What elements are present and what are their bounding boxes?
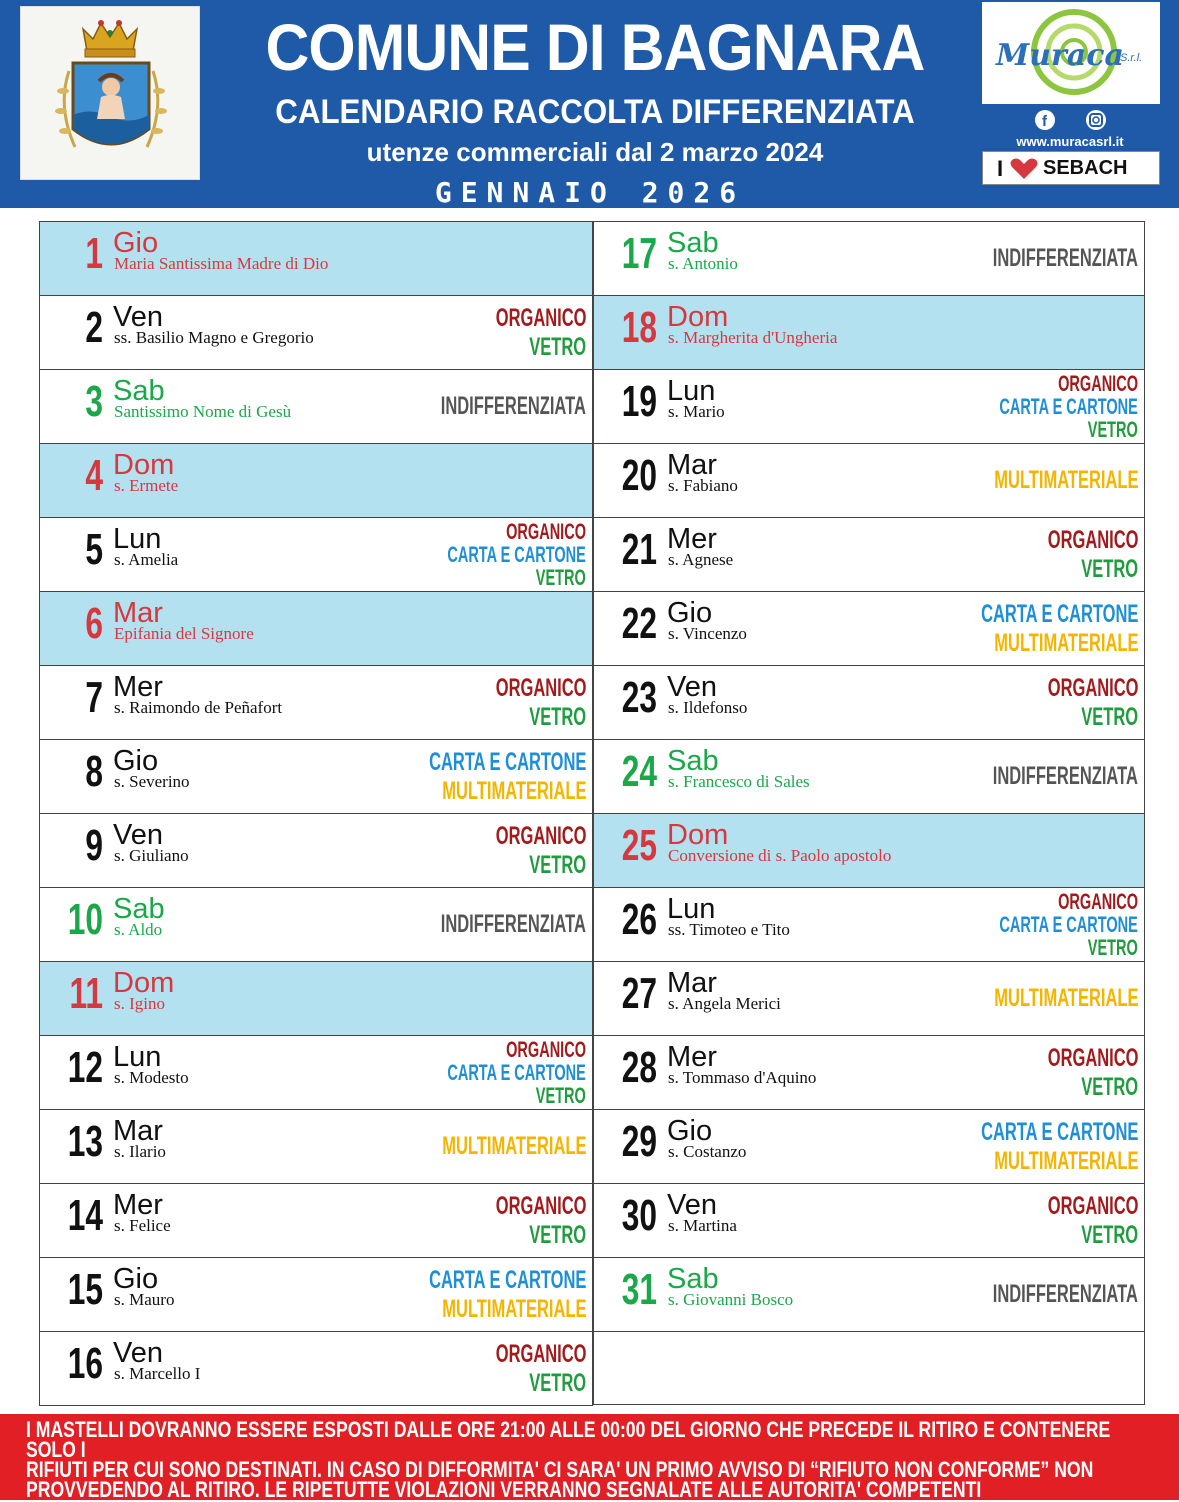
waste-type-label: VETRO bbox=[529, 1368, 586, 1397]
saint-name: s. Ilario bbox=[114, 1142, 166, 1161]
day-cell bbox=[593, 813, 1145, 888]
saint-name: s. Giovanni Bosco bbox=[668, 1290, 794, 1309]
saint-name: Epifania del Signore bbox=[114, 624, 254, 643]
day-name: Lun bbox=[113, 523, 162, 555]
day-number: 16 bbox=[67, 1339, 103, 1388]
waste-collection-list bbox=[918, 222, 1138, 295]
saint-name: s. Felice bbox=[114, 1216, 171, 1235]
waste-type-label: ORGANICO bbox=[1047, 1191, 1138, 1220]
day-number: 19 bbox=[621, 377, 657, 426]
municipal-crest bbox=[20, 6, 200, 180]
waste-type-label: VETRO bbox=[1081, 1072, 1138, 1101]
social-icons bbox=[1030, 108, 1120, 132]
day-number: 14 bbox=[67, 1191, 103, 1240]
day-number: 6 bbox=[85, 599, 103, 648]
day-cell bbox=[39, 1183, 593, 1258]
day-number: 4 bbox=[85, 451, 103, 500]
waste-type-label: ORGANICO bbox=[1047, 1043, 1138, 1072]
waste-type-label: VETRO bbox=[1087, 935, 1138, 960]
day-cell bbox=[39, 1109, 593, 1184]
waste-type-label: INDIFFERENZIATA bbox=[992, 762, 1138, 790]
day-number: 27 bbox=[621, 969, 657, 1018]
day-cell bbox=[593, 443, 1145, 518]
waste-collection-list bbox=[449, 1184, 587, 1257]
waste-type-label: ORGANICO bbox=[1058, 371, 1138, 396]
waste-collection-list bbox=[920, 962, 1138, 1035]
saint-name: s. Tommaso d'Aquino bbox=[668, 1068, 817, 1087]
waste-type-label: CARTA E CARTONE bbox=[447, 1060, 586, 1085]
saint-name: s. Igino bbox=[114, 994, 165, 1013]
saint-name: s. Raimondo de Peñafort bbox=[114, 698, 283, 717]
day-number: 5 bbox=[85, 525, 103, 574]
page-title: COMUNE DI BAGNARA bbox=[265, 10, 925, 84]
day-cell bbox=[39, 295, 593, 370]
day-cell bbox=[593, 1109, 1145, 1184]
day-name: Mer bbox=[667, 523, 717, 555]
waste-collection-list bbox=[928, 370, 1138, 443]
day-name: Dom bbox=[113, 449, 175, 481]
saint-name: s. Mauro bbox=[114, 1290, 175, 1309]
day-name: Sab bbox=[113, 375, 165, 407]
website-link[interactable]: www.muracasrl.it bbox=[1016, 134, 1124, 149]
waste-collection-list bbox=[928, 888, 1138, 961]
waste-collection-list bbox=[449, 1332, 587, 1405]
day-name: Dom bbox=[667, 301, 729, 333]
day-cell bbox=[593, 517, 1145, 592]
footer-line: RIFIUTI PER CUI SONO DESTINATI. IN CASO DI DIFFORMITA' CI SARA' UN PRIMO AVVISO DI “RIFIUTO NON CONFORME” NON bbox=[26, 1457, 1094, 1482]
day-cell bbox=[593, 961, 1145, 1036]
waste-collection-list bbox=[918, 1258, 1138, 1331]
saint-name: s. Modesto bbox=[114, 1068, 189, 1087]
day-number: 15 bbox=[67, 1265, 103, 1314]
day-number: 22 bbox=[621, 599, 657, 648]
month-label: GENNAIO 2026 bbox=[434, 176, 746, 209]
waste-collection-list bbox=[449, 296, 587, 369]
day-name: Dom bbox=[113, 967, 175, 999]
day-cell bbox=[39, 1257, 593, 1332]
day-number: 2 bbox=[85, 303, 103, 352]
day-number: 28 bbox=[621, 1043, 657, 1092]
waste-collection-list bbox=[376, 518, 586, 591]
footer-line: I MASTELLI DOVRANNO ESSERE ESPOSTI DALLE ORE 21:00 ALLE 00:00 DEL GIORNO CHE PRECEDE IL RITIRO E CONTENERE SOLO I bbox=[26, 1417, 1111, 1462]
day-cell bbox=[39, 665, 593, 740]
waste-type-label: CARTA E CARTONE bbox=[428, 1265, 586, 1294]
day-name: Mar bbox=[667, 967, 717, 999]
day-name: Ven bbox=[113, 819, 163, 851]
saint-name: s. Francesco di Sales bbox=[668, 772, 810, 791]
footer-text bbox=[26, 1417, 1146, 1502]
saint-name: s. Mario bbox=[668, 402, 725, 421]
crest-icon bbox=[21, 7, 199, 179]
saint-name: s. Ildefonso bbox=[668, 698, 748, 717]
day-number: 7 bbox=[85, 673, 103, 722]
waste-collection-list bbox=[376, 1036, 586, 1109]
day-cell bbox=[39, 739, 593, 814]
day-number: 21 bbox=[621, 525, 657, 574]
day-name: Mer bbox=[667, 1041, 717, 1073]
waste-type-label: VETRO bbox=[535, 565, 586, 590]
day-number: 13 bbox=[67, 1117, 103, 1166]
day-cell bbox=[593, 1183, 1145, 1258]
day-number: 10 bbox=[67, 895, 103, 944]
waste-collection-list bbox=[918, 740, 1138, 813]
day-name: Mar bbox=[113, 597, 163, 629]
day-name: Sab bbox=[667, 745, 719, 777]
saint-name: s. Margherita d'Ungheria bbox=[668, 328, 838, 347]
waste-type-label: MULTIMATERIALE bbox=[441, 1294, 586, 1323]
day-name: Ven bbox=[113, 1337, 163, 1369]
day-number: 23 bbox=[621, 673, 657, 722]
day-name: Lun bbox=[667, 375, 716, 407]
saint-name: Maria Santissima Madre di Dio bbox=[114, 254, 329, 273]
day-cell bbox=[39, 369, 593, 444]
sebach-logo bbox=[982, 151, 1160, 185]
saint-name: ss. Basilio Magno e Gregorio bbox=[114, 328, 314, 347]
waste-collection-list bbox=[1001, 518, 1139, 591]
waste-type-label: CARTA E CARTONE bbox=[447, 542, 586, 567]
day-name: Ven bbox=[667, 671, 717, 703]
logo-suffix: S.r.l. bbox=[1120, 52, 1143, 64]
saint-name: s. Martina bbox=[668, 1216, 737, 1235]
day-cell bbox=[39, 591, 593, 666]
day-cell bbox=[593, 887, 1145, 962]
waste-type-label: VETRO bbox=[529, 702, 586, 731]
day-name: Dom bbox=[667, 819, 729, 851]
day-cell bbox=[593, 221, 1145, 296]
day-name: Gio bbox=[113, 227, 159, 259]
day-cell bbox=[39, 961, 593, 1036]
waste-type-label: INDIFFERENZIATA bbox=[992, 244, 1138, 272]
day-number: 18 bbox=[621, 303, 657, 352]
waste-type-label: VETRO bbox=[1081, 1220, 1138, 1249]
waste-collection-list bbox=[900, 1110, 1138, 1183]
saint-name: s. Giuliano bbox=[114, 846, 189, 865]
sebach-text: SEBACH bbox=[1043, 157, 1128, 179]
heart-icon bbox=[1009, 158, 1039, 180]
day-number: 1 bbox=[85, 229, 103, 278]
day-number: 29 bbox=[621, 1117, 657, 1166]
waste-collection-list bbox=[1001, 1036, 1139, 1109]
day-number: 9 bbox=[85, 821, 103, 870]
day-name: Gio bbox=[667, 1115, 713, 1147]
waste-type-label: ORGANICO bbox=[506, 1037, 586, 1062]
day-number: 3 bbox=[85, 377, 103, 426]
waste-type-label: MULTIMATERIALE bbox=[993, 628, 1138, 657]
waste-type-label: ORGANICO bbox=[495, 1339, 586, 1368]
day-cell bbox=[39, 221, 593, 296]
muraca-logo bbox=[982, 2, 1160, 104]
day-cell bbox=[39, 887, 593, 962]
day-name: Mar bbox=[113, 1115, 163, 1147]
waste-type-label: INDIFFERENZIATA bbox=[440, 392, 586, 420]
waste-collection-list bbox=[900, 592, 1138, 665]
waste-type-label: VETRO bbox=[529, 332, 586, 361]
day-name: Gio bbox=[113, 1263, 159, 1295]
day-name: Lun bbox=[113, 1041, 162, 1073]
waste-type-label: MULTIMATERIALE bbox=[993, 466, 1138, 494]
waste-type-label: ORGANICO bbox=[1047, 525, 1138, 554]
day-number: 12 bbox=[67, 1043, 103, 1092]
day-cell bbox=[593, 369, 1145, 444]
day-number: 20 bbox=[621, 451, 657, 500]
sebach-i: I bbox=[997, 156, 1004, 181]
waste-collection-list bbox=[920, 444, 1138, 517]
day-name: Gio bbox=[667, 597, 713, 629]
svg-text:f: f bbox=[1042, 113, 1047, 130]
page-subtitle: CALENDARIO RACCOLTA DIFFERENZIATA bbox=[275, 93, 915, 131]
waste-type-label: ORGANICO bbox=[495, 821, 586, 850]
day-cell bbox=[593, 665, 1145, 740]
waste-type-label: CARTA E CARTONE bbox=[999, 394, 1138, 419]
day-name: Sab bbox=[667, 227, 719, 259]
day-cell bbox=[593, 1035, 1145, 1110]
waste-type-label: VETRO bbox=[1081, 702, 1138, 731]
day-number: 17 bbox=[621, 229, 657, 278]
waste-type-label: MULTIMATERIALE bbox=[993, 984, 1138, 1012]
waste-collection-list bbox=[449, 666, 587, 739]
empty-cell bbox=[593, 1331, 1145, 1405]
day-cell bbox=[593, 295, 1145, 370]
day-cell bbox=[593, 591, 1145, 666]
page-subtitle-date: utenze commerciali dal 2 marzo 2024 bbox=[366, 137, 824, 167]
saint-name: s. Agnese bbox=[668, 550, 734, 569]
day-number: 8 bbox=[85, 747, 103, 796]
logo-text: Muraca bbox=[996, 38, 1124, 73]
waste-collection-list bbox=[348, 740, 586, 813]
saint-name: s. Fabiano bbox=[668, 476, 738, 495]
day-cell bbox=[593, 1257, 1145, 1332]
saint-name: s. Aldo bbox=[114, 920, 163, 939]
day-number: 30 bbox=[621, 1191, 657, 1240]
saint-name: s. Angela Merici bbox=[668, 994, 781, 1013]
saint-name: Conversione di s. Paolo apostolo bbox=[668, 846, 892, 865]
day-number: 26 bbox=[621, 895, 657, 944]
day-name: Lun bbox=[667, 893, 716, 925]
waste-type-label: ORGANICO bbox=[495, 303, 586, 332]
day-number: 24 bbox=[621, 747, 657, 796]
waste-collection-list bbox=[366, 370, 586, 443]
waste-type-label: CARTA E CARTONE bbox=[980, 599, 1138, 628]
day-name: Mer bbox=[113, 671, 163, 703]
saint-name: s. Costanzo bbox=[668, 1142, 747, 1161]
day-name: Sab bbox=[667, 1263, 719, 1295]
day-cell bbox=[39, 443, 593, 518]
waste-type-label: ORGANICO bbox=[1047, 673, 1138, 702]
day-number: 11 bbox=[69, 969, 103, 1018]
waste-collection-list bbox=[1001, 1184, 1139, 1257]
saint-name: Santissimo Nome di Gesù bbox=[114, 402, 292, 421]
waste-collection-list bbox=[348, 1258, 586, 1331]
day-name: Mar bbox=[667, 449, 717, 481]
waste-type-label: MULTIMATERIALE bbox=[441, 1132, 586, 1160]
waste-type-label: ORGANICO bbox=[495, 673, 586, 702]
day-number: 31 bbox=[621, 1265, 657, 1314]
waste-type-label: VETRO bbox=[529, 1220, 586, 1249]
saint-name: s. Antonio bbox=[668, 254, 738, 273]
waste-collection-list bbox=[449, 814, 587, 887]
saint-name: ss. Timoteo e Tito bbox=[668, 920, 790, 939]
waste-type-label: VETRO bbox=[1087, 417, 1138, 442]
waste-collection-list bbox=[368, 1110, 586, 1183]
waste-collection-list bbox=[1001, 666, 1139, 739]
day-cell bbox=[39, 1035, 593, 1110]
day-cell bbox=[39, 517, 593, 592]
saint-name: s. Amelia bbox=[114, 550, 179, 569]
waste-type-label: INDIFFERENZIATA bbox=[992, 1280, 1138, 1308]
waste-type-label: MULTIMATERIALE bbox=[441, 776, 586, 805]
waste-type-label: ORGANICO bbox=[506, 519, 586, 544]
saint-name: s. Marcello I bbox=[114, 1364, 201, 1383]
day-cell bbox=[39, 813, 593, 888]
day-cell bbox=[593, 739, 1145, 814]
waste-type-label: VETRO bbox=[1081, 554, 1138, 583]
waste-type-label: MULTIMATERIALE bbox=[993, 1146, 1138, 1175]
footer-line: PROVVEDENDO AL RITIRO. LE RIPETUTTE VIOLAZIONI VERRANNO SEGNALATE ALLE AUTORITA' COMPETENTI bbox=[26, 1477, 982, 1502]
waste-type-label: CARTA E CARTONE bbox=[999, 912, 1138, 937]
day-name: Sab bbox=[113, 893, 165, 925]
waste-type-label: CARTA E CARTONE bbox=[428, 747, 586, 776]
waste-type-label: ORGANICO bbox=[495, 1191, 586, 1220]
waste-type-label: ORGANICO bbox=[1058, 889, 1138, 914]
waste-type-label: INDIFFERENZIATA bbox=[440, 910, 586, 938]
waste-collection-list bbox=[366, 888, 586, 961]
waste-type-label: CARTA E CARTONE bbox=[980, 1117, 1138, 1146]
saint-name: s. Ermete bbox=[114, 476, 179, 495]
waste-type-label: VETRO bbox=[529, 850, 586, 879]
day-name: Ven bbox=[667, 1189, 717, 1221]
day-name: Gio bbox=[113, 745, 159, 777]
day-name: Mer bbox=[113, 1189, 163, 1221]
day-name: Ven bbox=[113, 301, 163, 333]
waste-type-label: VETRO bbox=[535, 1083, 586, 1108]
footer-notice bbox=[0, 1414, 1179, 1500]
saint-name: s. Vincenzo bbox=[668, 624, 747, 643]
saint-name: s. Severino bbox=[114, 772, 190, 791]
day-number: 25 bbox=[621, 821, 657, 870]
day-cell bbox=[39, 1331, 593, 1406]
